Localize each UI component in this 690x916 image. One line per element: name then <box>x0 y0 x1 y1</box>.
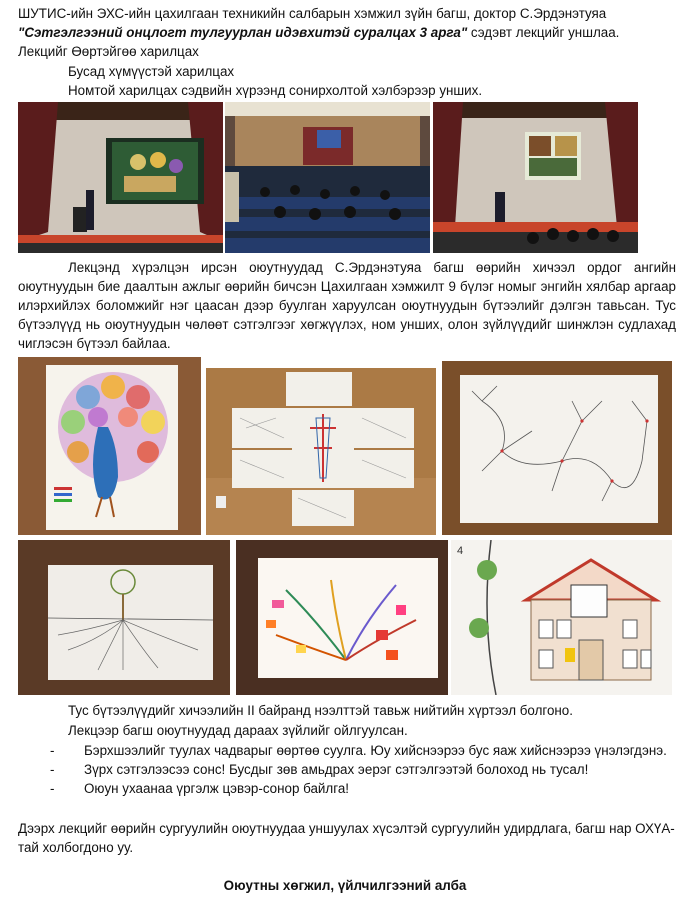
drawing-peacock <box>18 357 201 535</box>
drawing-root-tree <box>18 540 230 695</box>
intro-line3: Лекцийг Өөртэйгөө харилцах <box>18 44 199 59</box>
intro-line5: Номтой харилцах сэдвийн хүрээнд сонирхолтой хэлбэрээр унших. <box>68 83 483 98</box>
footer-department: Оюутны хөгжил, үйлчилгээний алба <box>223 878 467 893</box>
paragraph-3-line1: Тус бүтээлүүдийг хичээлийн II байранд нээлттэй тавьж нийтийн хүртээл болгоно. <box>68 703 573 718</box>
paragraph-2: Лекцэнд хүрэлцэн ирсэн оюутнуудад С.Эрдэнэтуяа багш өөрийн хичээл ордог ангийн оюутнуудын бие даалтын ажлыг өөрийн бичсэн Цахилгаан хэмжилт 9 бүлэг номыг энгийн хялбар аргаар илэрхийлэх боломжийг нэг цаасан дээр буулган харуулсан оюутнуудын бүтээлийг дэлгэн тавьсан. Тус бүтээлүүд нь оюутнуудын чөлөөт сэтгэлгээг хөгжүүлэх, ном унших, олон зүйлүүдийг шинжлэн судлахад чиглэсэн бүтээл байлаа. <box>18 260 676 351</box>
lecture-title: "Сэтгэлгээний онцлогт тулгуурлан идэвхитэй суралцах 3 арга" <box>18 25 468 40</box>
lecture-photo-1 <box>18 102 223 253</box>
drawing-house <box>451 540 672 695</box>
intro-line2-rest: сэдэвт лекцийг уншлаа. <box>467 25 620 40</box>
closing-paragraph: Дээрх лекцийг өөрийн сургуулийн оюутнуудаа уншуулах хүсэлтэй сургуулийн удирдлага, багш нар ОХҮА-тай холбогдоно уу. <box>18 821 675 855</box>
lecture-photo-2 <box>225 102 430 253</box>
drawing-number-label: 4 <box>457 545 464 557</box>
paragraph-3-line2: Лекцээр багш оюутнуудад дараах зүйлийг ойлгуулсан. <box>68 723 408 738</box>
lecture-photo-3 <box>433 102 638 253</box>
drawing-tree-map <box>442 361 672 535</box>
drawing-colorful-mindmap <box>236 540 448 695</box>
bullet-item: - Зүрх сэтгэлээсээ сонс! Бусдыг зөв амьдрах эерэг сэтгэлгээтэй болоход нь тусал! <box>50 762 589 777</box>
intro-line2 <box>18 23 676 42</box>
intro-line4: Бусад хүмүүстэй харилцах <box>68 64 235 79</box>
intro-line1: ШУТИС-ийн ЭХС-ийн цахилгаан техникийн салбарын хэмжил зүйн багш, доктор С.Эрдэнэтуяа <box>18 6 607 21</box>
bullet-item: - Бэрхшээлийг туулах чадварыг өөртөө суулга. Юу хийснээрээ бус яаж хийснээрээ үнэлэгдэнэ. <box>50 743 667 758</box>
drawing-cross-diagram <box>206 368 436 535</box>
bullet-item: - Оюун ухаанаа үргэлж цэвэр-сонор байлга! <box>50 781 349 796</box>
bullet-list <box>50 741 676 798</box>
